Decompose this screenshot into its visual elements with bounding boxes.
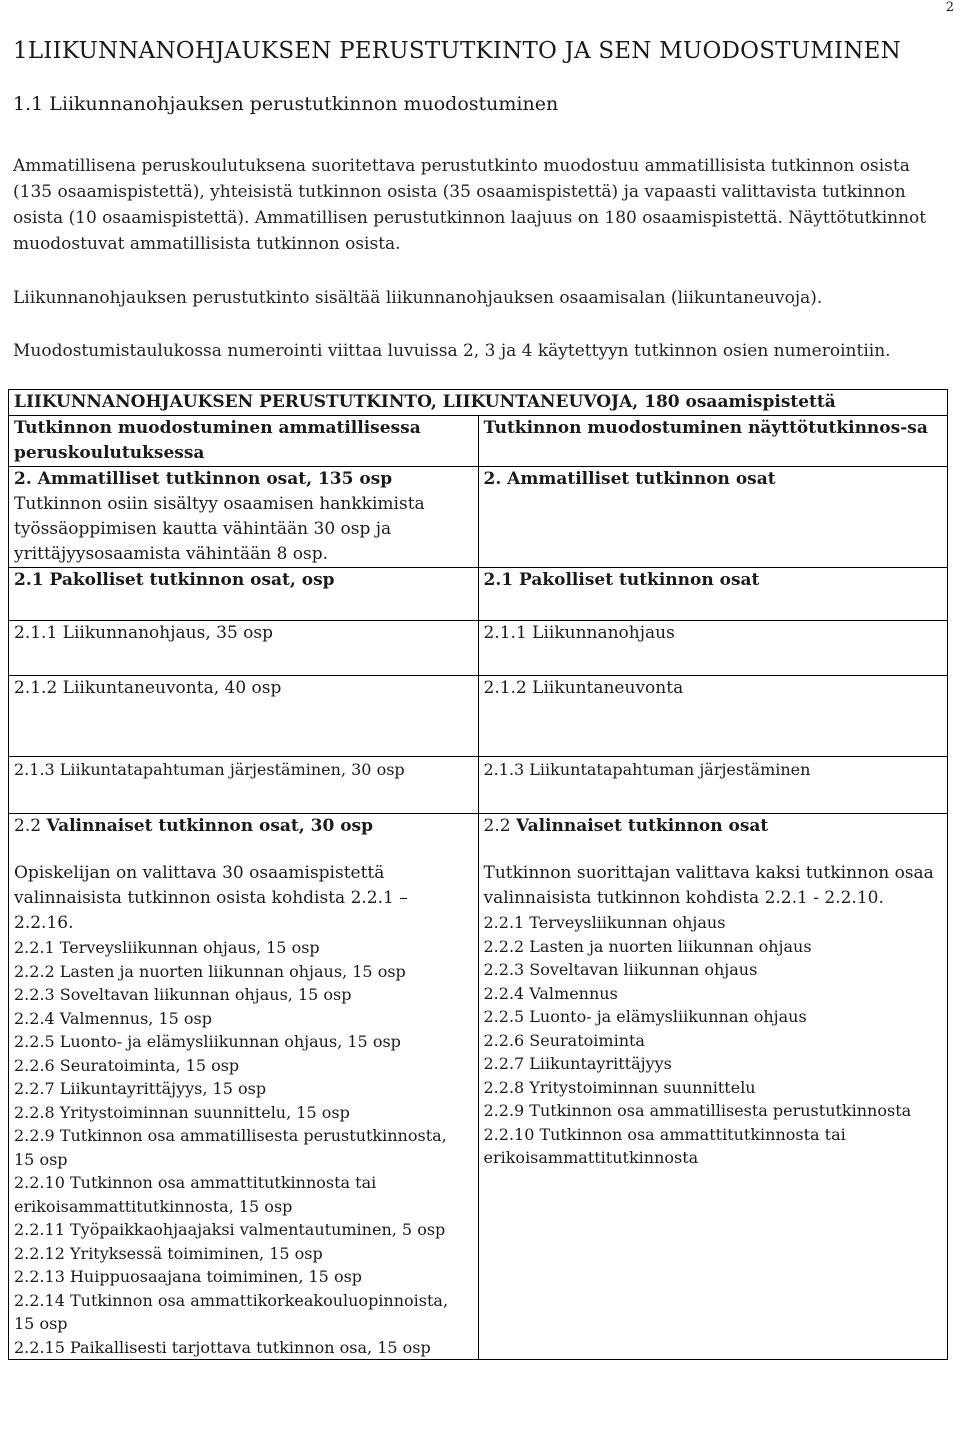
list-item: 2.2.3 Soveltavan liikunnan ohjaus — [483, 960, 758, 979]
cell-valinnaiset-left — [9, 814, 479, 1360]
list-item: 2.2.12 Yrityksessä toimiminen, 15 osp — [14, 1243, 323, 1263]
cell-pakolliset-left: 2.1 Pakolliset tutkinnon osat, osp — [9, 568, 479, 621]
cell-tapahtuma-right: 2.1.3 Liikuntatapahtuman järjestäminen — [478, 757, 948, 814]
section-heading: 1.1 Liikunnanohjauksen perustutkinnon muodostuminen — [13, 93, 559, 115]
list-item: 2.2.2 Lasten ja nuorten liikunnan ohjaus, 15 osp — [14, 961, 406, 981]
list-item: 2.2.2 Lasten ja nuorten liikunnan ohjaus — [483, 936, 812, 956]
list-item: 2.2.5 Luonto- ja elämysliikunnan ohjaus — [483, 1007, 807, 1026]
list-item: 2.2.1 Terveysliikunnan ohjaus — [483, 913, 726, 932]
list-item: 2.2.14 Tutkinnon osa ammattikorkeakouluopinnoista, 15 osp — [14, 1290, 449, 1333]
ammatilliset-left-note: Tutkinnon osiin sisältyy osaamisen hankkimista työssäoppimisen kautta vähintään 30 osp ja yrittäjyysosaamista vähintään 8 osp. — [14, 494, 425, 564]
list-item: 2.2.9 Tutkinnon osa ammatillisesta perustutkinnosta, 15 osp — [14, 1126, 447, 1169]
table-row — [9, 568, 948, 621]
list-item: 2.2.6 Seuratoiminta, 15 osp — [14, 1055, 240, 1075]
table-row — [9, 621, 948, 676]
cell-valinnaiset-right — [478, 814, 948, 1360]
cell-tapahtuma-left: 2.1.3 Liikuntatapahtuman järjestäminen, 30 osp — [9, 757, 479, 814]
list-item: 2.2.6 Seuratoiminta — [483, 1030, 645, 1050]
cell-liikuntaneuvonta-left: 2.1.2 Liikuntaneuvonta, 40 osp — [9, 676, 479, 757]
col-header-peruskoulutus: Tutkinnon muodostuminen ammatillisessa peruskoulutuksessa — [9, 416, 479, 467]
cell-liikuntaneuvonta-right: 2.1.2 Liikuntaneuvonta — [478, 676, 948, 757]
list-item: 2.2.7 Liikuntayrittäjyys, 15 osp — [14, 1079, 267, 1098]
valinnaiset-left-list — [14, 936, 472, 1359]
osaamisala-paragraph: Liikunnanohjauksen perustutkinto sisältää liikunnanohjauksen osaamisalan (liikuntaneuvoja). — [13, 288, 823, 308]
valinnaiset-right-title: Valinnaiset tutkinnon osat — [515, 816, 769, 836]
ammatilliset-left-title: 2. Ammatilliset tutkinnon osat, 135 osp — [14, 469, 393, 489]
list-item: 2.2.10 Tutkinnon osa ammattitutkinnosta tai erikoisammattitutkinnosta — [483, 1124, 846, 1167]
ammatilliset-right-title: 2. Ammatilliset tutkinnon osat — [483, 469, 776, 489]
table-row — [9, 676, 948, 757]
list-item: 2.2.13 Huippuosaajana toimiminen, 15 osp — [14, 1267, 363, 1286]
qualification-table — [8, 389, 948, 1360]
intro-paragraph: Ammatillisena peruskoulutuksena suoritettava perustutkinto muodostuu ammatillisista tutkinnon osista (135 osaamispistettä), yhteisistä tutkinnon osista (35 osaamispistettä) ja vapaasti valittavista tutkinnon osista (10 osaamispistettä). Ammatillisen perustutkinnon laajuus on 180 osaamispistettä. Näyttötutkinnot muodostuvat ammatillisista tutkinnon osista. — [13, 156, 927, 254]
list-item: 2.2.3 Soveltavan liikunnan ohjaus, 15 osp — [14, 985, 352, 1004]
table-title-row — [9, 390, 948, 416]
page-number: 2 — [945, 0, 954, 15]
table-row — [9, 467, 948, 568]
list-item: 2.2.15 Paikallisesti tarjottava tutkinnon osa, 15 osp — [14, 1337, 431, 1357]
table-header-row — [9, 416, 948, 467]
list-item: 2.2.11 Työpaikkaohjaajaksi valmentautuminen, 5 osp — [14, 1220, 446, 1239]
valinnaiset-left-number: 2.2 — [14, 816, 42, 836]
list-item: 2.2.4 Valmennus, 15 osp — [14, 1008, 213, 1028]
table-title: LIIKUNNANOHJAUKSEN PERUSTUTKINTO, LIIKUNTANEUVOJA, 180 osaamispistettä — [9, 390, 948, 416]
list-item: 2.2.9 Tutkinnon osa ammatillisesta perustutkinnosta — [483, 1101, 912, 1120]
valinnaiset-left-title: Valinnaiset tutkinnon osat, 30 osp — [46, 816, 373, 836]
list-item: 2.2.1 Terveysliikunnan ohjaus, 15 osp — [14, 938, 320, 957]
list-item: 2.2.8 Yritystoiminnan suunnittelu, 15 osp — [14, 1102, 350, 1122]
table-row — [9, 814, 948, 1360]
valinnaiset-left-note: Opiskelijan on valittava 30 osaamispistettä valinnaisista tutkinnon osista kohdista 2.2.1 – 2.2.16. — [14, 863, 408, 933]
list-item: 2.2.8 Yritystoiminnan suunnittelu — [483, 1077, 756, 1097]
valinnaiset-right-note: Tutkinnon suorittajan valittava kaksi tutkinnon osaa valinnaisista tutkinnon kohdista 2.2.1 - 2.2.10. — [483, 863, 934, 908]
list-item: 2.2.7 Liikuntayrittäjyys — [483, 1054, 672, 1073]
cell-pakolliset-right: 2.1 Pakolliset tutkinnon osat — [478, 568, 948, 621]
list-item: 2.2.5 Luonto- ja elämysliikunnan ohjaus, 15 osp — [14, 1032, 401, 1051]
cell-ammatilliset-left — [9, 467, 479, 568]
cell-liikunnanohjaus-right: 2.1.1 Liikunnanohjaus — [478, 621, 948, 676]
valinnaiset-right-number: 2.2 — [483, 816, 511, 836]
table-row — [9, 757, 948, 814]
col-header-nayttotutkinto: Tutkinnon muodostuminen näyttötutkinnos-sa — [478, 416, 948, 467]
list-item: 2.2.10 Tutkinnon osa ammattitutkinnosta tai erikoisammattitutkinnosta, 15 osp — [14, 1173, 377, 1216]
numbering-paragraph: Muodostumistaulukossa numerointi viittaa luvuissa 2, 3 ja 4 käytettyyn tutkinnon osien numerointiin. — [13, 341, 891, 361]
list-item: 2.2.4 Valmennus — [483, 983, 618, 1003]
chapter-heading: 1LIIKUNNANOHJAUKSEN PERUSTUTKINTO JA SEN MUODOSTUMINEN — [13, 38, 901, 64]
cell-liikunnanohjaus-left: 2.1.1 Liikunnanohjaus, 35 osp — [9, 621, 479, 676]
valinnaiset-right-list — [484, 911, 942, 1170]
cell-ammatilliset-right — [478, 467, 948, 568]
